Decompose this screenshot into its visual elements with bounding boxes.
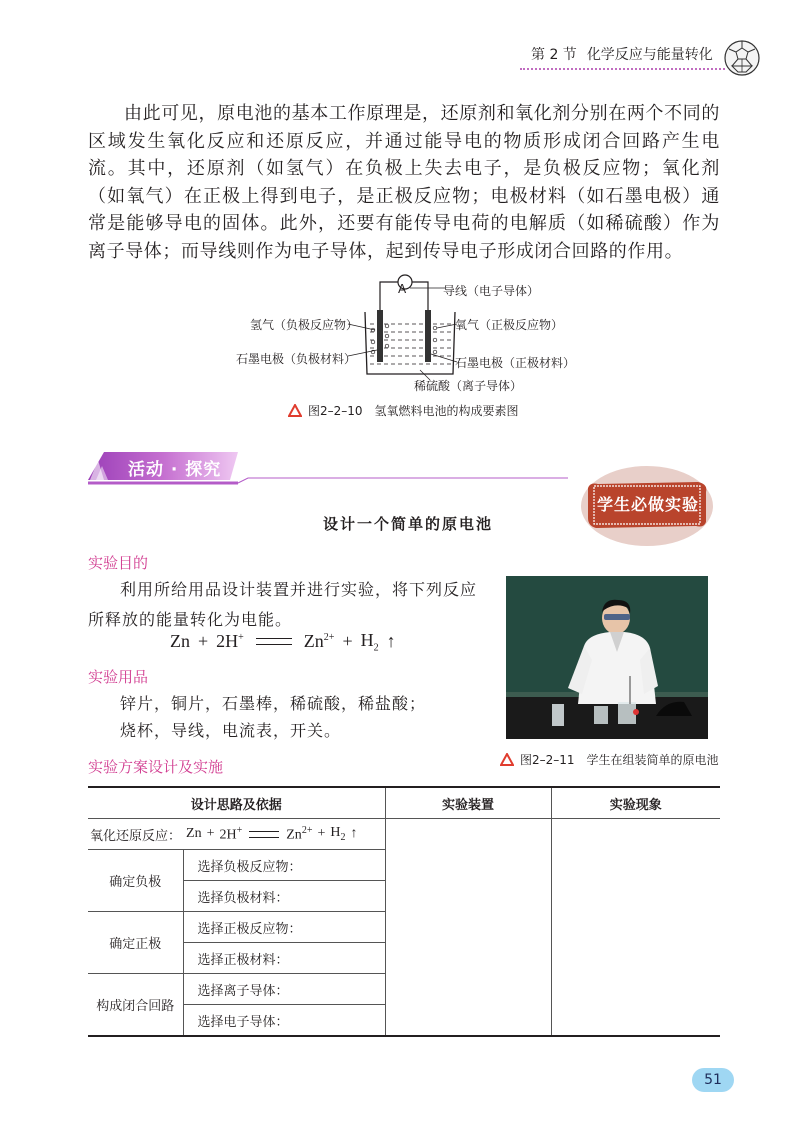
figure1-number: 图2–2–10 [308,404,363,418]
design-heading: 实验方案设计及实施 [88,758,224,776]
t-eq-h: 2H [219,827,237,843]
purpose-text-body: 利用所给用品设计装置并进行实验，将下列反应所释放的能量转化为电能。 [88,580,478,629]
t-eq-arrow: ↑ [350,826,358,841]
pos-material-cell[interactable]: 选择正极材料： [183,943,385,974]
figure2-caption [500,751,719,768]
electron-conductor-cell[interactable]: 选择电子导体： [183,1005,385,1037]
eq-h-charge: + [238,632,244,644]
t-eq-h2: H [330,825,341,841]
eq-plus-2: + [342,631,353,652]
materials-line2: 烧杯，导线，电流表，开关。 [120,721,342,740]
t-equals-sign [249,831,279,838]
t-eq-zn: Zn [186,826,202,841]
eq-h2-sub: 2 [373,642,379,654]
label-wire: 导线（电子导体） [443,284,540,298]
ammeter-symbol: A [398,282,407,296]
header-apparatus: 实验装置 [385,787,551,819]
redox-label: 氧化还原反应： [90,828,182,844]
header-design: 设计思路及依据 [88,787,385,819]
eq-zn: Zn [170,631,190,652]
eq-h: 2H [216,631,239,652]
figure1-caption [288,402,519,419]
page-number: 51 [692,1068,734,1092]
activity-subtitle [0,513,800,534]
ion-conductor-cell[interactable]: 选择离子导体： [183,974,385,1005]
header-phenomenon: 实验现象 [551,787,720,819]
row-redox [88,819,385,850]
label-hydrogen: 氢气（负极反应物） [250,318,359,332]
body-paragraph-text: 由此可见，原电池的基本工作原理是，还原剂和氧化剂分别在两个不同的区域发生氧化反应和还原反应，并通过能导电的物质形成闭合回路产生电流。其中，还原剂（如氢气）在负极上失去电子，是负极反应物；氧化剂（如氧气）在正极上得到电子，是正极反应物；电极材料（如石墨电极）通常是能够导电的固体。此外，还要有能传导电荷的电解质（如稀硫酸）作为离子导体；而导线则作为电子导体，起到传导电子形成闭合回路的作用。 [88,103,720,262]
t-eq-plus-2: + [317,826,326,841]
phenomenon-cell[interactable] [551,819,720,1037]
seal-text: 学生必做实验 [596,495,699,514]
header-dotted-rule [520,68,725,70]
group-positive: 确定正极 [88,912,183,974]
figure2-number: 图2–2–11 [520,753,575,767]
t-eq-zn-ion: Zn [286,827,302,843]
t-eq-zn-charge: 2+ [301,824,313,836]
eq-gas-arrow: ↑ [386,631,396,652]
section-title: 化学反应与能量转化 [586,47,713,63]
eq-plus-1: + [198,631,209,652]
design-table [88,786,720,1037]
group-negative: 确定负极 [88,850,183,912]
activity-subtitle-text: 设计一个简单的原电池 [322,515,493,533]
eq-zn-ion: Zn [303,631,324,652]
reaction-equation [170,630,396,654]
eq-zn-charge: 2+ [323,632,335,644]
figure1-title: 氢氧燃料电池的构成要素图 [374,404,519,418]
group-circuit: 构成闭合回路 [88,974,183,1037]
t-eq-h-charge: + [236,824,243,836]
equals-sign [256,638,292,645]
label-positive-electrode: 石墨电极（正极材料） [455,356,576,370]
triangle-icon [500,753,514,766]
label-oxygen: 氧气（正极反应物） [455,318,564,332]
label-negative-electrode: 石墨电极（负极材料） [236,352,357,366]
running-header [531,44,713,64]
activity-title: 活动 · 探究 [128,460,222,480]
materials-heading: 实验用品 [88,668,149,686]
student-photo [506,576,708,739]
t-eq-plus-1: + [206,826,215,841]
purpose-heading: 实验目的 [88,554,149,572]
fullerene-icon [722,38,762,78]
neg-material-cell[interactable]: 选择负极材料： [183,881,385,912]
neg-reactant-cell[interactable]: 选择负极反应物： [183,850,385,881]
apparatus-cell[interactable] [385,819,551,1037]
label-acid: 稀硫酸（离子导体） [414,379,523,393]
purpose-text [88,575,478,635]
section-number: 第 2 节 [531,47,577,63]
triangle-icon [288,404,302,417]
eq-h2: H [360,630,374,650]
materials-line1: 锌片，铜片，石墨棒，稀硫酸，稀盐酸； [120,694,427,713]
pos-reactant-cell[interactable]: 选择正极反应物： [183,912,385,943]
figure2-title: 学生在组装简单的原电池 [586,753,719,767]
t-eq-h2-sub: 2 [340,831,346,843]
body-paragraph [88,100,720,266]
